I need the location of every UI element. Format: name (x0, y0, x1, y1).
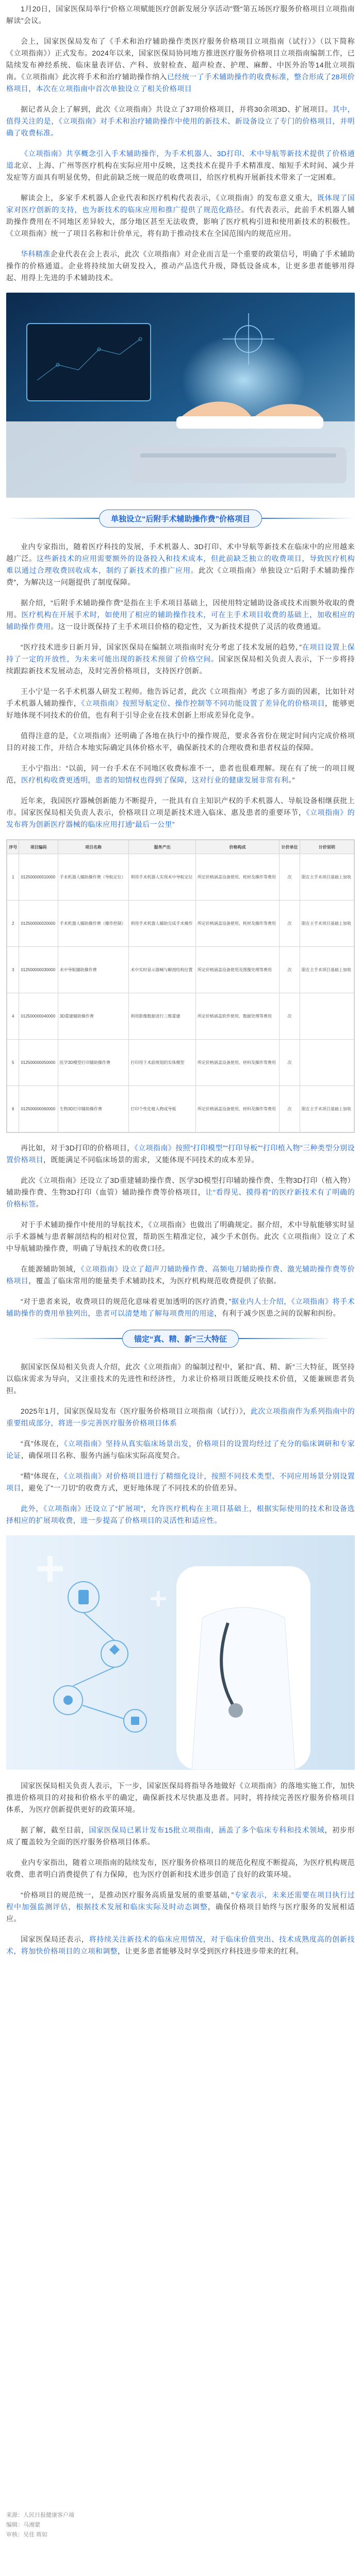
table-cell: 6 (7, 1086, 19, 1132)
paragraph: 据介绍，“后附手术辅助操作费”是指在主手术项目基础上，因使用特定辅助设备或技术而额外收取的费用。医疗机构在开展手术时，如使用了相应的辅助操作技术，可在主手术项目收费的基础上，加收相应的辅助操作费用。这一设计既保持了主手术项目价格的稳定性，又为新技术提供了灵活的收费通道。 (6, 599, 355, 631)
table-header-row (7, 840, 354, 854)
table-cell: 3 (7, 947, 19, 993)
paragraph: 据国家医保局相关负责人介绍，此次《立项指南》的编制过程中，紧扣“真、精、新”三大特征，既坚持以临床需求为导向，又注重技术的先进性和经济性，力求让价格项目既能反映技术价值，又能兼顾患者负担。 (6, 1363, 355, 1395)
paragraph: 2025年1月，国家医保局发布《医疗服务价格项目立项指南（试行）》，此次立项指南作为系列指南中的重要组成部分，将进一步完善医疗服务价格项目体系 (6, 1407, 355, 1427)
doctor-photo (6, 1535, 355, 1770)
table-cell: 手术机器人辅助操作费（导航定位） (58, 854, 129, 901)
table-cell: 打印用于术前规划的实体模型 (129, 1040, 196, 1086)
table-cell: 012500000020000 (19, 901, 58, 947)
surgery-robot-illustration (6, 293, 355, 498)
table-cell: 012500000060000 (19, 1086, 58, 1132)
paragraph: “真”体现在，《立项指南》坚持从真实临床场景出发，价格项目的设置均经过了充分的临床调研和专家论证，确保项目名称、服务内涵与临床实际高度契合。 (6, 1439, 355, 1460)
paragraph: 对于手术辅助操作中使用的导航技术，《立项指南》也做出了明确规定。据介绍，术中导航能够实时显示手术器械与患者解剖结构的相对位置，帮助医生精准定位，减少手术创伤。此次《立项指南》设立了术中导航辅助操作费，明确了导航技术的收费口径。 (6, 1221, 355, 1252)
table-cell: 3D重建辅助操作费 (58, 993, 129, 1040)
paragraph: 1月20日，国家医保局举行“价格立项赋能医疗创新发展分享活动”暨“第五场医疗服务价格项目立项指南解读”会议。 (6, 5, 355, 25)
table-cell: 手术机器人辅助操作费（操作控制） (58, 901, 129, 947)
surgery-robot-photo (6, 293, 355, 498)
table-cell: 1 (7, 854, 19, 901)
table-cell: 生物3D打印辅助操作费 (58, 1086, 129, 1132)
table-cell: 限在主手术项目基础上加收 (300, 854, 354, 901)
paragraph: 此次《立项指南》还设立了3D重建辅助操作费、医学3D模型打印辅助操作费、生物3D打印（植入物）辅助操作费、生物3D打印（血管）辅助操作费等价格项目，让“看得见、摸得着”的医疗新技术有了明确的价格标签。 (6, 1176, 355, 1208)
table-cell: 2 (7, 901, 19, 947)
table-row (7, 1040, 354, 1086)
table-row (7, 901, 354, 947)
table-row (7, 947, 354, 993)
table-row (7, 993, 354, 1040)
table-cell: 利用影像数据进行三维重建 (129, 993, 196, 1040)
paragraph: 会上，国家医保局发布了《手术和治疗辅助操作类医疗服务价格项目立项指南（试行）》（以下简称《立项指南》）正式发布。2024年以来，国家医保局协同地方推进医疗服务价格项目立项指南编制工作，已陆续发布神经系统、临床量表评估、产科、放射检查、超声检查、护理、麻醉、中医外治等14批立项指南。《立项指南》此次将手术和治疗辅助操作纳入已经统一了手术辅助操作的收费标准，整合形成了28项价格项目，本次在立项指南中首次单独设立了相关价格项目 (6, 37, 355, 93)
table-cell: 限在主手术项目基础上加收 (300, 947, 354, 993)
paragraph: 在能源辅助领域，《立项指南》设立了超声刀辅助操作费、高频电刀辅助操作费、激光辅助操作费等价格项目，覆盖了临床常用的能量类手术辅助技术，为医疗机构规范收费提供了依据。 (6, 1265, 355, 1285)
table-cell: 术中导航辅助操作费 (58, 947, 129, 993)
section-title: 锚定“真、精、新”三大特征 (122, 1330, 239, 1348)
column-header: 项目名称 (58, 840, 129, 854)
table-cell: 术中实时显示器械与解剖结构位置 (129, 947, 196, 993)
banner-line (262, 518, 355, 519)
price-table (6, 839, 355, 1133)
paragraph: “医疗技术进步日新月异，国家医保局在编制立项指南时充分考虑了技术发展的趋势，”在项目设置上保持了一定的开放性，为未来可能出现的新技术预留了价格空间。国家医保局相关负责人表示，下一步将持续跟踪新技术发展动态，及时完善价格项目，支持医疗创新。 (6, 643, 355, 675)
table-cell: 次 (280, 901, 300, 947)
table-cell: 医学3D模型打印辅助操作费 (58, 1040, 129, 1086)
table-cell: 所定价格涵盖设备使用及图像处理等费用 (195, 947, 279, 993)
paragraph: 再比如，对于3D打印的价格项目，《立项指南》按照“打印模型”“打印导板”“打印植入物”三种类型分别设置价格项目，既能满足不同临床场景的需求，又能体现不同技术的成本差异。 (6, 1144, 355, 1164)
paragraph: “对于患者来说，收费项目的规范化意味着更加透明的医疗消费，”据业内人士介绍，《立项指南》将手术辅助操作的费用单独列出，患者可以清楚地了解每项费用的用途，有利于减少医患之间的误解和纠纷。 (6, 1297, 355, 1317)
paragraph: 近年来，我国医疗器械创新能力不断提升，一批具有自主知识产权的手术机器人、导航设备相继获批上市。国家医保局相关负责人表示，价格项目立项是新技术进入临床、惠及患者的重要环节，《立项指南》的发布将为创新医疗器械的临床应用打通“最后一公里” (6, 796, 355, 828)
paragraph: 王小宁是一名手术机器人研发工程师。他告诉记者，此次《立项指南》考虑了多方面的因素，比如针对手术机器人辅助操作，《立项指南》按照导航定位、操作控制等不同功能设置了差异化的价格项目，能够更好地体现不同技术的价值，也有利于引导企业在技术创新上形成差异化竞争。 (6, 687, 355, 719)
section-title: 单独设立“后附手术辅助操作费”价格项目 (99, 510, 262, 528)
table-cell: 次 (280, 854, 300, 901)
paragraph: 业内专家指出，随着医疗科技的发展，手术机器人、3D打印、术中导航等新技术在临床中的应用越来越广泛。这些新技术的应用需要额外的设备投入和技术成本，但此前缺乏独立的收费项目，导致医疗机构难以通过合理收费回收成本，制约了新技术的推广应用。此次《立项指南》单独设立“后附手术辅助操作费”，为解决这一问题提供了制度保障。 (6, 543, 355, 586)
table-cell: 次 (280, 1086, 300, 1132)
table-cell: 限在主手术项目基础上加收 (300, 1086, 354, 1132)
table-cell: 利用手术机器人实现术中导航定位 (129, 854, 196, 901)
table-cell: 次 (280, 993, 300, 1040)
table-row (7, 854, 354, 901)
banner-line (29, 1338, 122, 1339)
column-header: 项目编码 (19, 840, 58, 854)
column-header: 计价说明 (300, 840, 354, 854)
paragraph: 据记者从会上了解到，此次《立项指南》共设立了37项价格项目，并将30余项3D、扩展项目。其中，值得关注的是，《立项指南》对手术和治疗辅助操作中使用的新技术、新设备设立了专门的价格项目，并明确了收费标准。 (6, 105, 355, 137)
editor-line: 编辑：马湘蒙 (6, 2522, 40, 2528)
banner-line (239, 1338, 332, 1339)
paragraph: 王小宁指出：“以前，同一台手术在不同地区收费标准不一，患者也很难理解。现在有了统一的项目规范，医疗机构收费更透明，患者的知情权也得到了保障，这对行业的健康发展非常有利。” (6, 764, 355, 784)
table-cell: 利用手术机器人辅助完成手术操作 (129, 901, 196, 947)
section-banner (6, 1328, 355, 1349)
column-header: 服务产出 (129, 840, 196, 854)
table-cell (300, 1040, 354, 1086)
paragraph: 国家医保局相关负责人表示，下一步，国家医保局将指导各地做好《立项指南》的落地实施工作，加快推进价格项目的对接和价格水平的确定，确保新技术尽快惠及患者。同时，将持续完善医疗服务价格项目体系，为医疗创新提供更好的政策环境。 (6, 1782, 355, 1814)
paragraph: 据了解，截至目前，国家医保局已累计发布15批立项指南，涵盖了多个临床专科和技术领域，初步形成了覆盖较为全面的医疗服务价格项目体系。 (6, 1826, 355, 1846)
doctor-illustration (6, 1535, 355, 1770)
table-cell: 所定价格涵盖设备使用、材料及操作等费用 (195, 1086, 279, 1132)
banner-line (6, 518, 99, 519)
table-cell: 限在主手术项目基础上加收 (300, 901, 354, 947)
source-line: 来源：人民日报健康客户端 (6, 2512, 74, 2518)
table-cell: 所定价格涵盖设备使用、耗材及操作等费用 (195, 854, 279, 901)
paragraph: “精”体现在，《立项指南》对价格项目进行了精细化设计，按照不同技术类型、不同应用场景分别设置项目，避免了“一刀切”的收费方式，更好地体现了不同技术的价值差异。 (6, 1472, 355, 1492)
table-cell: 打印个性化植入物或导板 (129, 1086, 196, 1132)
paragraph: 值得注意的是，《立项指南》还明确了各地在执行中的操作规范，要求各省份在规定时间内完成价格项目的对接工作，并结合本地实际确定具体价格水平，确保新技术的合理收费和患者权益的保障。 (6, 732, 355, 752)
article-footer (0, 2512, 361, 2541)
table-cell: 012500000010000 (19, 854, 58, 901)
paragraph: 业内专家指出，随着立项指南的陆续发布，医疗服务价格项目的规范化程度不断提高，为医疗机构规范收费、患者明白消费提供了有力保障，也为医疗创新和技术进步创造了良好的政策环境。 (6, 1858, 355, 1878)
section-banner (6, 508, 355, 529)
fee-table (7, 840, 354, 1132)
paragraph: 国家医保局还表示，将持续关注新技术的临床应用情况，对于临床价值突出、技术成熟度高的创新技术，将加快价格项目的立项和调整，让更多患者能够及时享受到医疗科技进步带来的红利。 (6, 1935, 355, 1955)
paragraph: “价格项目的规范统一，是推动医疗服务高质量发展的重要基础，”专家表示，未来还需要在项目执行过程中加强监测评估，根据技术发展和临床实际及时动态调整，确保价格项目始终与医疗服务的发展相适应。 (6, 1891, 355, 1923)
table-cell: 5 (7, 1040, 19, 1086)
table-cell: 012500000050000 (19, 1040, 58, 1086)
table-cell (300, 993, 354, 1040)
column-header: 价格构成 (195, 840, 279, 854)
table-cell: 012500000040000 (19, 993, 58, 1040)
table-cell: 012500000030000 (19, 947, 58, 993)
paragraph: 解读会上，多家手术机器人企业代表和医疗机构代表表示，《立项指南》的发布意义重大，既体现了国家对医疗创新的支持，也为新技术的临床应用和推广提供了规范化路径。有代表表示，此前手术机器人辅助操作费用在不同地区差异较大，部分地区甚至无法收费，影响了医疗机构引进和使用新技术的积极性。《立项指南》统一了项目名称和计价单元，将有助于推动技术在全国范围内的规范应用。 (6, 194, 355, 238)
paragraph: 华科精准企业代表在会上表示，此次《立项指南》对企业而言是一个重要的政策信号，明确了手术辅助操作的价格通道。企业将持续加大研发投入，推动产品迭代升级，降低设备成本，让更多患者能够用得起、用得上先进的手术辅助技术。 (6, 250, 355, 282)
paragraph: 此外，《立项指南》还设立了“扩展项”，允许医疗机构在主项目基础上，根据实际使用的技术和设备选择相应的扩展项收费，进一步提高了价格项目的灵活性和适应性。 (6, 1504, 355, 1524)
table-cell: 4 (7, 993, 19, 1040)
reviewer-line: 审核：吴佳 蒋如 (6, 2532, 48, 2538)
column-header: 计价单位 (280, 840, 300, 854)
column-header: 序号 (7, 840, 19, 854)
table-cell: 次 (280, 947, 300, 993)
table-cell: 所定价格涵盖设备使用、耗材及操作等费用 (195, 901, 279, 947)
paragraph: 《立项指南》共享概念引入手术辅助操作，为手术机器人、3D打印、术中导航等新技术提供了价格通道北京、上海、广州等医疗机构在实际应用中反映，这类技术在提升手术精准度、缩短手术时间、减少并发症等方面具有明显优势，但此前缺乏统一规范的收费项目，给医疗机构开展新技术带来了一定困难。 (6, 149, 355, 181)
table-row (7, 1086, 354, 1132)
table-cell: 所定价格涵盖设备使用、材料及操作等费用 (195, 1040, 279, 1086)
table-cell: 次 (280, 1040, 300, 1086)
table-cell: 所定价格涵盖软件使用、数据处理等费用 (195, 993, 279, 1040)
